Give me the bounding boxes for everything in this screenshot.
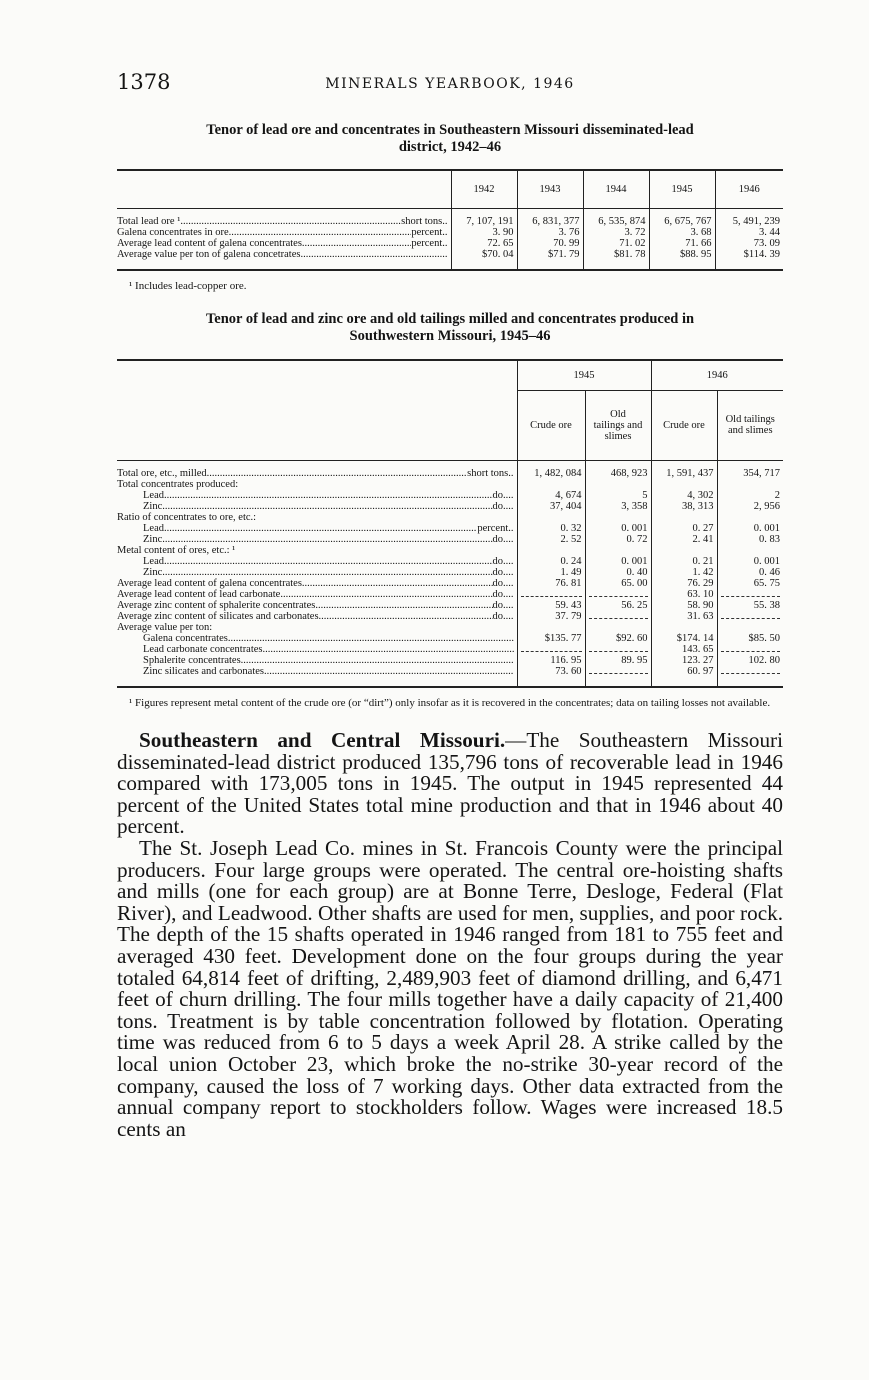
table-cell: 71. 02 xyxy=(583,238,649,249)
table2-row-label-unit: do.... xyxy=(492,556,514,567)
table2-row-label-text: Lead xyxy=(143,556,164,567)
blank-dash xyxy=(521,645,582,652)
table-cell: $88. 95 xyxy=(649,249,715,260)
table-cell: $92. 60 xyxy=(585,633,651,644)
table-cell xyxy=(585,512,651,523)
page xyxy=(117,62,783,1140)
table2-row-label-text: Galena concentrates xyxy=(143,633,228,644)
table1-row xyxy=(117,238,783,249)
table-cell xyxy=(717,644,783,655)
table2-year-header: 1945 xyxy=(517,360,651,390)
table1 xyxy=(117,169,783,271)
table2-row xyxy=(117,589,783,600)
table-cell: 73. 09 xyxy=(715,238,783,249)
table2-row xyxy=(117,578,783,589)
table-cell xyxy=(517,589,585,600)
table-cell: 60. 97 xyxy=(651,666,717,677)
table2-row-label xyxy=(117,578,517,589)
table2 xyxy=(117,359,783,688)
table-cell: 5, 491, 239 xyxy=(715,216,783,227)
blank-dash xyxy=(589,590,648,597)
table1-year-header: 1942 xyxy=(451,170,517,208)
table2-row-label-text: Average zinc content of silicates and carbonates xyxy=(117,611,319,622)
table2-row-label xyxy=(117,644,517,655)
table2-caption: Tenor of lead and zinc ore and old tailings milled and concentrates produced in Southwestern Missouri, 1945–46 xyxy=(205,311,695,344)
table-cell: 0. 001 xyxy=(717,523,783,534)
table2-row-label-text: Average zinc content of sphalerite concentrates xyxy=(117,600,316,611)
table-cell: 3. 90 xyxy=(451,227,517,238)
table-cell xyxy=(517,644,585,655)
table-cell xyxy=(517,479,585,490)
table2-row xyxy=(117,611,783,622)
table-cell: 0. 40 xyxy=(585,567,651,578)
table2-footnote: ¹ Figures represent metal content of the crude ore (or “dirt”) only insofar as it is recovered in the concentrates; data on tailing losses not available. xyxy=(129,697,771,709)
table-cell: 3, 358 xyxy=(585,501,651,512)
paragraph-1 xyxy=(117,730,783,838)
table1-row-label xyxy=(117,249,451,260)
table-cell: 70. 99 xyxy=(517,238,583,249)
table-cell xyxy=(717,666,783,677)
table-cell: 4, 674 xyxy=(517,490,585,501)
paragraph-2: The St. Joseph Lead Co. mines in St. Francois County were the principal producers. Four large groups were operated. The central ore-hoisting shafts and mills (one for each group) are at Bonne Terre, Desloge, Federal (Flat River), and Leadwood. Other shafts are used for men, supplies, and poor rock. The depth of the 15 shafts operated in 1946 ranged from 181 to 755 feet and averaged 430 feet. Development done on the four groups during the year totaled 64,814 feet of drifting, 2,489,903 feet of diamond drilling, and 6,471 feet of churn drilling. The four mills together have a daily capacity of 21,400 tons. Treatment is by table concentration followed by flotation. Operating time was reduced from 6 to 5 days a week April 28. A strike called by the local union October 23, which broke the no-strike 30-year record of the company, caused the loss of 7 working days. Other data extracted from the annual company report to stockholders follow. Wages were increased 18.5 cents an xyxy=(117,835,783,1141)
table2-row-label-text: Average lead content of galena concentrates xyxy=(117,578,302,589)
table2-row-label-unit: do.... xyxy=(492,501,514,512)
paragraph-1-text: —The Southeastern Missouri disseminated-lead district produced 135,796 tons of recoverable lead in 1946 compared with 173,005 tons in 1945. The output in 1945 represented 44 percent of the United States total mine production and that in 1946 about 40 percent. xyxy=(117,728,783,839)
table-cell: 63. 10 xyxy=(651,589,717,600)
table2-row-label xyxy=(117,545,517,556)
table2-row-label-text: Metal content of ores, etc.: ¹ xyxy=(117,545,236,556)
table1-year-header: 1946 xyxy=(715,170,783,208)
journal-title: MINERALS YEARBOOK, 1946 xyxy=(325,76,575,92)
table-cell xyxy=(651,622,717,633)
table1-row xyxy=(117,216,783,227)
blank-dash xyxy=(721,667,781,674)
blank-dash xyxy=(589,612,648,619)
page-number: 1378 xyxy=(117,70,171,94)
table2-row-label-text: Lead xyxy=(143,523,164,534)
table-cell: 38, 313 xyxy=(651,501,717,512)
table-cell: 1, 591, 437 xyxy=(651,468,717,479)
table2-col-header: Crude ore xyxy=(651,390,717,460)
table2-year-header: 1946 xyxy=(651,360,783,390)
table2-row xyxy=(117,479,783,490)
table2-row-label-unit: do.... xyxy=(492,611,514,622)
table-cell: 31. 63 xyxy=(651,611,717,622)
table-cell xyxy=(717,479,783,490)
table-cell: 76. 81 xyxy=(517,578,585,589)
table2-row-label xyxy=(117,534,517,545)
table2-col-header: Old tailings and slimes xyxy=(717,390,783,460)
table-cell: 102. 80 xyxy=(717,655,783,666)
table-cell: 6, 535, 874 xyxy=(583,216,649,227)
table2-row-label xyxy=(117,666,517,677)
table2-row-label xyxy=(117,523,517,534)
table-cell: 65. 00 xyxy=(585,578,651,589)
table2-row-label-text: Total concentrates produced: xyxy=(117,479,239,490)
table2-row-label-text: Zinc xyxy=(143,567,163,578)
table-cell: 0. 27 xyxy=(651,523,717,534)
table2-row-label-unit: do.... xyxy=(492,490,514,501)
blank-dash xyxy=(721,590,781,597)
table2-row xyxy=(117,490,783,501)
table2-row xyxy=(117,468,783,479)
blank-dash xyxy=(721,612,781,619)
table-cell xyxy=(585,644,651,655)
table2-row-label-text: Lead carbonate concentrates xyxy=(143,644,263,655)
table-cell xyxy=(717,622,783,633)
table-cell: 3. 76 xyxy=(517,227,583,238)
blank-dash xyxy=(589,667,648,674)
table2-row-label xyxy=(117,622,517,633)
table-cell: 6, 675, 767 xyxy=(649,216,715,227)
table1-year-header: 1944 xyxy=(583,170,649,208)
table2-row xyxy=(117,633,783,644)
table-cell xyxy=(717,611,783,622)
run-in-heading: Southeastern and Central Missouri. xyxy=(139,728,506,752)
table-cell xyxy=(585,611,651,622)
table-cell: 0. 001 xyxy=(585,523,651,534)
blank-dash xyxy=(521,590,582,597)
table1-row-label xyxy=(117,238,451,249)
table-cell: 143. 65 xyxy=(651,644,717,655)
table-cell: 0. 24 xyxy=(517,556,585,567)
table1-row-label xyxy=(117,216,451,227)
table-cell: 3. 72 xyxy=(583,227,649,238)
table-cell: 1, 482, 084 xyxy=(517,468,585,479)
table-cell xyxy=(717,589,783,600)
table2-row-label xyxy=(117,589,517,600)
table-cell: $174. 14 xyxy=(651,633,717,644)
table2-col-header: Old tailings and slimes xyxy=(585,390,651,460)
table2-row-label-unit: do.... xyxy=(492,567,514,578)
table2-row-label xyxy=(117,600,517,611)
table-cell: 6, 831, 377 xyxy=(517,216,583,227)
table1-row-label-text: Average value per ton of galena concetrates xyxy=(117,249,301,260)
table-cell: 7, 107, 191 xyxy=(451,216,517,227)
table2-row-label xyxy=(117,567,517,578)
table1-row-label-text: Galena concentrates in ore xyxy=(117,227,229,238)
table2-row-label xyxy=(117,501,517,512)
table-cell: 1. 49 xyxy=(517,567,585,578)
table-cell: 71. 66 xyxy=(649,238,715,249)
table2-row-label xyxy=(117,512,517,523)
table-cell: $85. 50 xyxy=(717,633,783,644)
table2-row-label-unit: do.... xyxy=(492,589,514,600)
table1-row-label-text: Total lead ore ¹ xyxy=(117,216,181,227)
table-cell: $71. 79 xyxy=(517,249,583,260)
table-cell: 2, 956 xyxy=(717,501,783,512)
table-cell xyxy=(651,545,717,556)
table2-row-label-text: Zinc silicates and carbonates xyxy=(143,666,264,677)
table-cell: 73. 60 xyxy=(517,666,585,677)
table-cell: 37, 404 xyxy=(517,501,585,512)
table2-stub-header xyxy=(117,360,517,460)
table-cell: 0. 46 xyxy=(717,567,783,578)
table-cell: 0. 21 xyxy=(651,556,717,567)
table-cell: $135. 77 xyxy=(517,633,585,644)
table-cell: 55. 38 xyxy=(717,600,783,611)
table-cell: 37. 79 xyxy=(517,611,585,622)
table-cell: 2. 41 xyxy=(651,534,717,545)
table2-row xyxy=(117,567,783,578)
table2-row xyxy=(117,655,783,666)
table-cell: 0. 83 xyxy=(717,534,783,545)
table2-row-label-text: Ratio of concentrates to ore, etc.: xyxy=(117,512,257,523)
table1-row-label-unit: percent.. xyxy=(411,227,448,238)
table-cell: 0. 001 xyxy=(585,556,651,567)
table2-row-label-unit: do.... xyxy=(492,578,514,589)
table-cell xyxy=(585,589,651,600)
table-cell: 0. 32 xyxy=(517,523,585,534)
table-cell: 3. 68 xyxy=(649,227,715,238)
table1-caption: Tenor of lead ore and concentrates in Southeastern Missouri disseminated-lead district, 1942–46 xyxy=(206,122,694,155)
table2-row-label-unit: do.... xyxy=(492,534,514,545)
running-head xyxy=(117,62,783,98)
table2-row xyxy=(117,644,783,655)
table1-row-label-unit: percent.. xyxy=(411,238,448,249)
table-cell xyxy=(585,479,651,490)
table2-row-label xyxy=(117,468,517,479)
table1-stub-header xyxy=(117,170,451,208)
table-cell: 123. 27 xyxy=(651,655,717,666)
table-cell xyxy=(651,479,717,490)
table-cell xyxy=(585,666,651,677)
table-cell: 354, 717 xyxy=(717,468,783,479)
table2-row xyxy=(117,556,783,567)
table-cell: 3. 44 xyxy=(715,227,783,238)
table2-row-label-unit: percent.. xyxy=(477,523,514,534)
table-cell: $81. 78 xyxy=(583,249,649,260)
table2-row-label-text: Total ore, etc., milled xyxy=(117,468,207,479)
table-cell: 4, 302 xyxy=(651,490,717,501)
table2-row-label xyxy=(117,479,517,490)
table-cell: 72. 65 xyxy=(451,238,517,249)
table2-row xyxy=(117,534,783,545)
table-cell: 56. 25 xyxy=(585,600,651,611)
table2-row-label-text: Lead xyxy=(143,490,164,501)
table-cell xyxy=(651,512,717,523)
table-cell: 0. 72 xyxy=(585,534,651,545)
table-cell: 2 xyxy=(717,490,783,501)
table-cell: 58. 90 xyxy=(651,600,717,611)
table-cell xyxy=(517,512,585,523)
table2-row-label-unit: do.... xyxy=(492,600,514,611)
table2-row-label-text: Average value per ton: xyxy=(117,622,213,633)
table1-footnote: ¹ Includes lead-copper ore. xyxy=(129,280,247,292)
table1-row-label-text: Average lead content of galena concentrates. xyxy=(117,238,305,249)
table-cell xyxy=(517,545,585,556)
table-cell xyxy=(585,545,651,556)
table-cell: 59. 43 xyxy=(517,600,585,611)
table1-row xyxy=(117,227,783,238)
table-cell: $114. 39 xyxy=(715,249,783,260)
table2-row-label xyxy=(117,490,517,501)
table2-row xyxy=(117,545,783,556)
table2-row-label xyxy=(117,611,517,622)
table2-row-label-text: Average lead content of lead carbonate xyxy=(117,589,281,600)
table2-row xyxy=(117,666,783,677)
table-cell xyxy=(585,622,651,633)
table-cell: 89. 95 xyxy=(585,655,651,666)
blank-dash xyxy=(589,645,648,652)
blank-dash xyxy=(721,645,781,652)
table2-row-label xyxy=(117,633,517,644)
table-cell xyxy=(717,545,783,556)
table2-row-label xyxy=(117,655,517,666)
table2-row-label-text: Zinc xyxy=(143,501,163,512)
table1-row xyxy=(117,249,783,260)
table2-row-label xyxy=(117,556,517,567)
table2-row-label-text: Sphalerite concentrates xyxy=(143,655,241,666)
table1-row-label-unit: short tons.. xyxy=(401,216,448,227)
table-cell: 468, 923 xyxy=(585,468,651,479)
table1-row-label xyxy=(117,227,451,238)
table-cell xyxy=(517,622,585,633)
table2-row-label-unit: short tons.. xyxy=(467,468,514,479)
table1-year-header: 1945 xyxy=(649,170,715,208)
table-cell: $70. 04 xyxy=(451,249,517,260)
table2-col-header: Crude ore xyxy=(517,390,585,460)
table2-row xyxy=(117,523,783,534)
table-cell: 65. 75 xyxy=(717,578,783,589)
table2-row xyxy=(117,512,783,523)
table2-row-label-text: Zinc xyxy=(143,534,163,545)
table2-row xyxy=(117,600,783,611)
table2-row xyxy=(117,501,783,512)
table-cell: 116. 95 xyxy=(517,655,585,666)
table-cell: 5 xyxy=(585,490,651,501)
table1-year-header: 1943 xyxy=(517,170,583,208)
table-cell xyxy=(717,512,783,523)
table-cell: 0. 001 xyxy=(717,556,783,567)
table-cell: 2. 52 xyxy=(517,534,585,545)
table-cell: 1. 42 xyxy=(651,567,717,578)
table2-row xyxy=(117,622,783,633)
table-cell: 76. 29 xyxy=(651,578,717,589)
